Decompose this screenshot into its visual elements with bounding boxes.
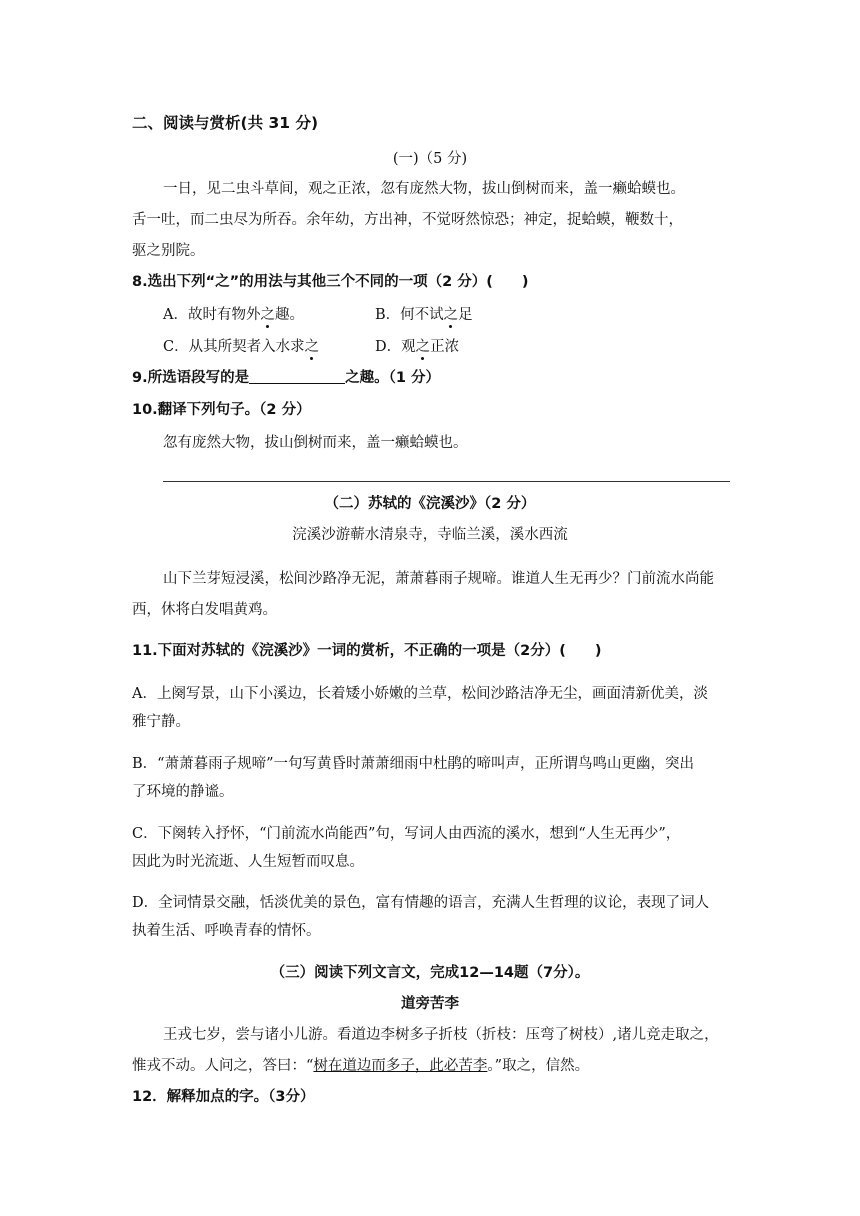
- q11-option-a-cont: 雅宁静。: [132, 714, 190, 730]
- q8-option-b: B．何不试之足: [375, 307, 473, 323]
- poem-subtitle: 浣溪沙游蕲水清泉寺，寺临兰溪，溪水西流: [292, 527, 568, 543]
- story-line: 王戎七岁，尝与诸小儿游。看道边李树多子折枝（折枝：压弯了树枝）,诸儿竞走取之，: [163, 1027, 719, 1043]
- q11-option-d: D．全词情景交融，恬淡优美的景色，富有情趣的语言，充满人生哲理的议论，表现了词人: [132, 895, 710, 911]
- passage-line: 一日，见二虫斗草间，观之正浓，忽有庞然大物，拔山倒树而来，盖一癞蛤蟆也。: [163, 181, 685, 197]
- emphasis-dot: 之: [304, 339, 320, 355]
- q11-option-a: A．上阕写景，山下小溪边，长着矮小娇嫩的兰草，松间沙路洁净无尘，画面清新优美，淡: [132, 686, 708, 702]
- passage-line: 舌一吐，而二虫尽为所吞。余年幼，方出神，不觉呀然惊恐；神定，捉蛤蟆，鞭数十，: [132, 212, 683, 228]
- question-10-sentence: 忽有庞然大物，拔山倒树而来，盖一癞蛤蟆也。: [163, 435, 468, 451]
- q11-option-d-cont: 执着生活、呼唤青春的情怀。: [132, 923, 321, 939]
- question-9: 9.所选语段写的是 之趣。（1 分）: [132, 370, 440, 386]
- question-11-stem: 11.下面对苏轼的《浣溪沙》一词的赏析，不正确的一项是（2分）( ): [132, 643, 602, 659]
- question-10-stem: 10.翻译下列句子。（2 分）: [132, 402, 311, 418]
- q11-option-c-cont: 因此为时光流逝、人生短暂而叹息。: [132, 854, 364, 870]
- q11-option-b-cont: 了环境的静谧。: [132, 784, 234, 800]
- question-12: 12．解释加点的字。（3分）: [132, 1089, 315, 1105]
- poem-line: 西，休将白发唱黄鸡。: [132, 602, 277, 618]
- passage-line: 驱之别院。: [132, 243, 205, 259]
- part3-title: （三）阅读下列文言文，完成12—14题（7分）。: [270, 965, 590, 981]
- emphasis-dot: 之: [443, 307, 459, 323]
- q11-option-b: B．“萧萧暮雨子规啼”一句写黄昏时萧萧细雨中杜鹃的啼叫声，正所谓鸟鸣山更幽，突出: [132, 756, 694, 772]
- part1-title: (一)（5 分): [392, 151, 468, 167]
- poem-line: 山下兰芽短浸溪，松间沙路净无泥，萧萧暮雨子规啼。谁道人生无再少？门前流水尚能: [163, 571, 714, 587]
- story-title: 道旁苦李: [401, 996, 459, 1012]
- q8-option-d: D．观之正浓: [375, 339, 460, 355]
- underlined-quote: 树在道边而多子，此必苦李: [313, 1058, 488, 1074]
- emphasis-dot: 之: [260, 307, 275, 323]
- q8-option-a: A．故时有物外之趣。: [163, 307, 304, 323]
- answer-blank[interactable]: [249, 369, 345, 384]
- q11-option-c: C．下阕转入抒怀，“门前流水尚能西”句，写词人由西流的溪水，想到“人生无再少”，: [132, 826, 681, 842]
- section-divider: [163, 481, 730, 482]
- section-heading: 二、阅读与赏析(共 31 分): [132, 114, 319, 132]
- question-8-stem: 8.选出下列“之”的用法与其他三个不同的一项（2 分）( ): [132, 274, 529, 290]
- q8-option-c: C．从其所契者入水求之: [163, 339, 320, 355]
- story-line: 惟戎不动。人问之，答曰：“树在道边而多子，此必苦李。”取之，信然。: [132, 1058, 590, 1074]
- emphasis-dot: 之: [415, 339, 431, 355]
- part2-title: （二）苏轼的《浣溪沙》（2 分）: [324, 496, 536, 512]
